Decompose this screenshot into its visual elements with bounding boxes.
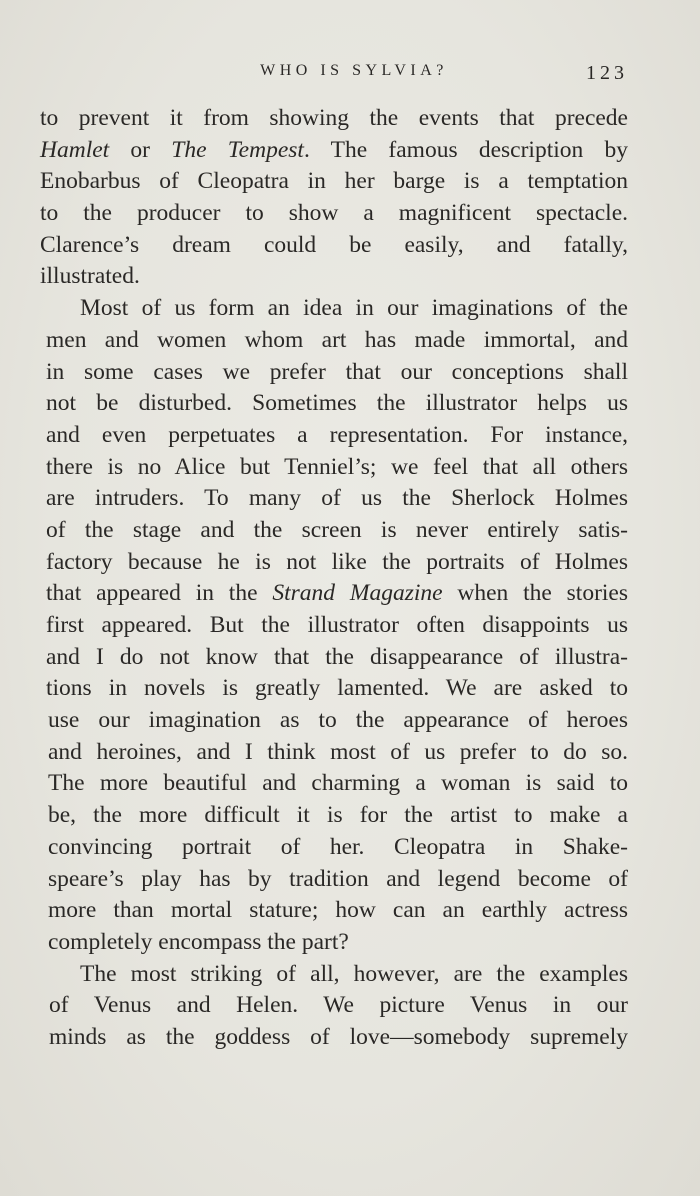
text-fragment: or (109, 136, 172, 163)
paragraph-3 (40, 959, 628, 1054)
text-line: of the stage and the screen is never entirely satis- (46, 516, 628, 543)
paragraph-1 (40, 103, 628, 293)
text-line: factory because he is not like the portraits of Holmes (46, 548, 628, 575)
text-line: Most of us form an idea in our imaginations of the (80, 295, 628, 322)
text-line: and even perpetuates a representation. For instance, (46, 421, 628, 448)
body-text (40, 103, 628, 1054)
text-line: use our imagination as to the appearance of heroes (48, 707, 628, 734)
text-line: completely encompass the part? (48, 928, 349, 955)
text-line: first appeared. But the illustrator often disappoints us (46, 612, 628, 638)
text-line: of Venus and Helen. We picture Venus in our (49, 992, 628, 1019)
text-line: are intruders. To many of us the Sherlock Holmes (46, 485, 628, 512)
text-line (40, 135, 628, 167)
running-title: WHO IS SYLVIA? (260, 62, 448, 79)
text-line: tions in novels is greatly lamented. We are asked to (46, 675, 628, 702)
italic-title-hamlet: Hamlet (40, 136, 110, 163)
text-line: not be disturbed. Sometimes the illustrator helps us (46, 390, 628, 417)
text-line: to prevent it from showing the events that precede (40, 105, 628, 131)
text-line: in some cases we prefer that our conceptions shall (46, 358, 628, 385)
text-line: and I do not know that the disappearance of illustra- (46, 643, 628, 670)
text-fragment: that appeared in the (46, 580, 273, 607)
page-number: 123 (586, 62, 628, 84)
text-line: illustrated. (40, 263, 140, 290)
text-line: to the producer to show a magnificent spectacle. (40, 200, 628, 227)
text-line: Enobarbus of Cleopatra in her barge is a temptation (40, 168, 628, 195)
text-line: minds as the goddess of love—somebody supremely (49, 1023, 628, 1050)
text-line: and heroines, and I think most of us prefer to do so. (48, 738, 628, 765)
italic-title-tempest: The Tempest (171, 136, 304, 163)
text-fragment: . The famous description by (303, 136, 629, 163)
text-line: The more beautiful and charming a woman is said to (48, 770, 628, 797)
text-line: be, the more difficult it is for the artist to make a (48, 802, 628, 829)
text-line: The most striking of all, however, are the examples (80, 960, 628, 987)
text-line: Clarence’s dream could be easily, and fatally, (40, 231, 628, 258)
paragraph-2 (40, 293, 628, 958)
running-head (40, 62, 628, 90)
text-fragment: when the stories (442, 580, 629, 607)
text-line: there is no Alice but Tenniel’s; we feel that all others (46, 453, 628, 480)
italic-title-strand: Strand Magazine (272, 580, 443, 607)
text-line: more than mortal stature; how can an earthly actress (48, 897, 628, 924)
text-line: speare’s play has by tradition and legend become of (48, 865, 628, 892)
text-line: men and women whom art has made immortal, and (46, 326, 628, 353)
text-line: convincing portrait of her. Cleopatra in Shake- (48, 833, 628, 860)
text-line (40, 578, 628, 610)
